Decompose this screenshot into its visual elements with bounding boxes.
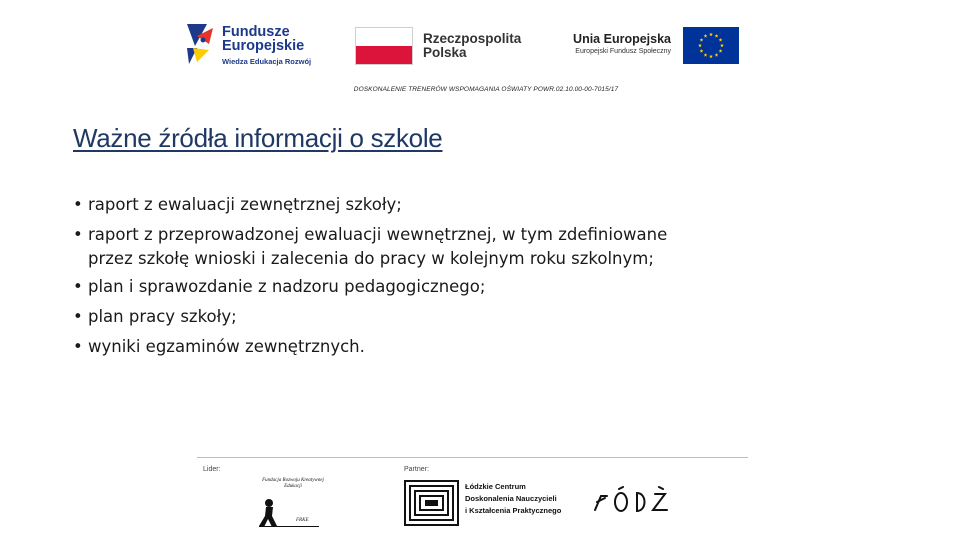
bullet-text: plan pracy szkoły; [88,307,237,326]
bullet-dot: • [73,277,83,296]
lcdnikp-logo-icon [404,480,459,526]
eu-logo-line2: Europejski Fundusz Społeczny [575,48,671,55]
footer-divider [197,457,748,458]
bullet-text: raport z ewaluacji zewnętrznej szkoły; [88,195,402,214]
lodz-logo-icon [593,486,673,514]
lider-organization-name: Fundacja Rozwoju Kreatywnej Edukacji [262,478,324,489]
bullet-dot: • [73,307,83,326]
bullet-text: wyniki egzaminów zewnętrznych. [88,337,365,356]
polish-flag-icon [355,27,413,65]
partner1-line1: Łódzkie Centrum [465,482,526,491]
bullet-item [73,220,833,272]
bullet-item [73,272,833,302]
project-reference: DOSKONALENIE TRENERÓW WSPOMAGANIA OŚWIATY POWR.02.10.00-00-7015/17 [353,86,619,93]
bullet-text: raport z przeprowadzonej ewaluacji wewnętrznej, w tym zdefiniowane [88,225,668,244]
bullet-list [73,190,833,362]
partner1-line3: i Kształcenia Praktycznego [465,506,562,515]
bullet-dot: • [73,195,83,214]
poland-logo-line1: Rzeczpospolita [423,31,522,46]
fe-logo-line2: Europejskie [222,38,305,54]
page-title: Ważne źródła informacji o szkole [73,123,443,153]
fe-logo-line3: Wiedza Edukacja Rozwój [222,57,312,66]
bullet-dot: • [73,337,83,356]
eu-flag-icon [683,27,739,64]
bullet-text: plan i sprawozdanie z nadzoru pedagogicznego; [88,277,486,296]
fe-logo-line1: Fundusze [222,24,290,40]
partner1-line2: Doskonalenia Nauczycieli [465,494,557,503]
bullet-item [73,332,833,362]
bullet-item [73,190,833,220]
lider-label: Lider: [203,466,221,473]
lider-mark: FRKE [296,518,309,523]
bullet-text-continuation: przez szkołę wnioski i zalecenia do pracy w kolejnym roku szkolnym; [88,249,654,268]
partner-label: Partner: [404,466,429,473]
bullet-item [73,302,833,332]
eu-logo-line1: Unia Europejska [573,32,671,46]
bullet-dot: • [73,225,83,244]
poland-logo-line2: Polska [423,45,467,60]
